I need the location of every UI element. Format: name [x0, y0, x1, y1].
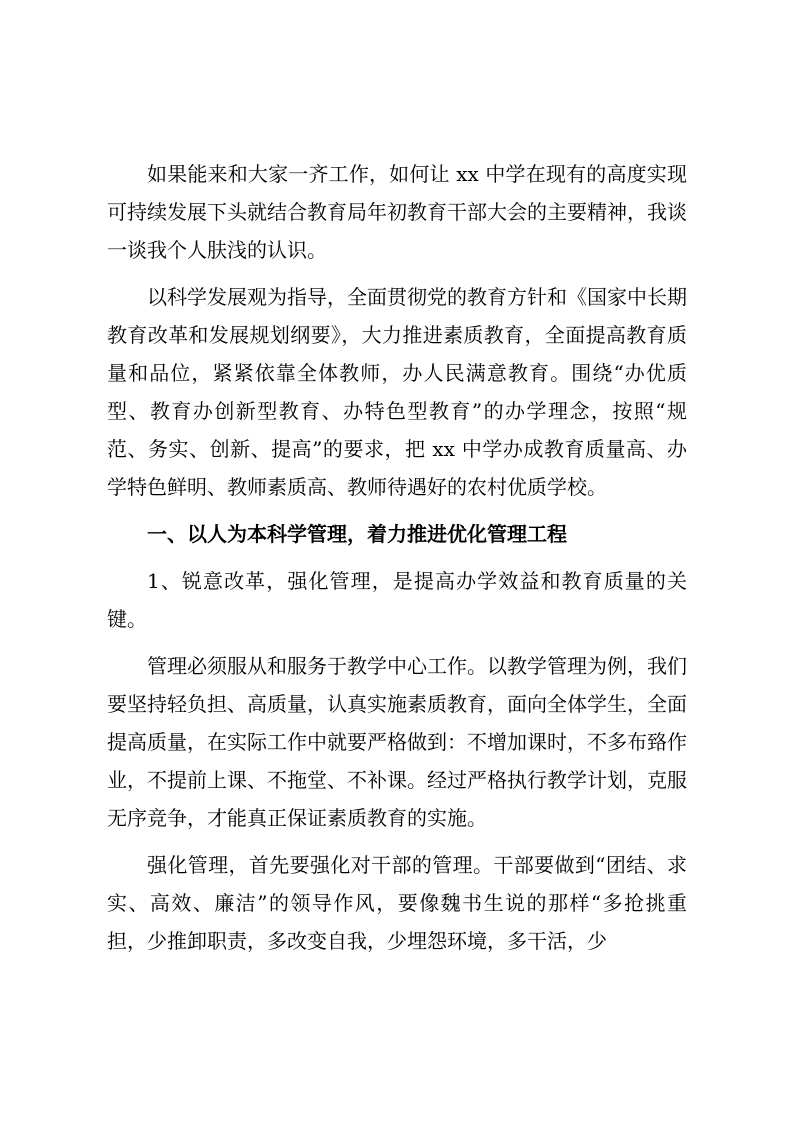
- guiding-principle-paragraph: 以科学发展观为指导，全面贯彻党的教育方针和《国家中长期教育改革和发展规划纲要》，大力推进素质教育，全面提高教育质量和品位，紧紧依靠全体教师，办人民满意教育。围绕“办优质型、教育办创新型教育、办特色型教育”的办学理念，按照“规范、务实、创新、提高”的要求，把 xx 中学办成教育质量高、办学特色鲜明、教师素质高、教师待遇好的农村优质学校。: [107, 285, 687, 499]
- teaching-management-paragraph: 管理必须服从和服务于教学中心工作。以教学管理为例，我们要坚持轻负担、高质量，认真实施素质教育，面向全体学生，全面提高质量，在实际工作中就要严格做到：不增加课时，不多布臵作业，不提前上课、不拖堂、不补课。经过严格执行教学计划，克服无序竞争，才能真正保证素质教育的实施。: [107, 654, 687, 830]
- cadre-management-paragraph: 强化管理，首先要强化对干部的管理。干部要做到“团结、求实、高效、廉洁”的领导作风，要像魏书生说的那样“多抢挑重担，少推卸职责，多改变自我，少埋怨环境，多干活，少: [107, 853, 687, 953]
- section-heading: 一、以人为本科学管理，着力推进优化管理工程: [147, 522, 567, 546]
- intro-paragraph: 如果能来和大家一齐工作，如何让 xx 中学在现有的高度实现可持续发展下头就结合教育局年初教育干部大会的主要精神，我谈一谈我个人肤浅的认识。: [107, 162, 687, 262]
- subsection-heading: 1、锐意改革，强化管理，是提高办学效益和教育质量的关键。: [107, 569, 687, 631]
- document-body: [107, 155, 687, 969]
